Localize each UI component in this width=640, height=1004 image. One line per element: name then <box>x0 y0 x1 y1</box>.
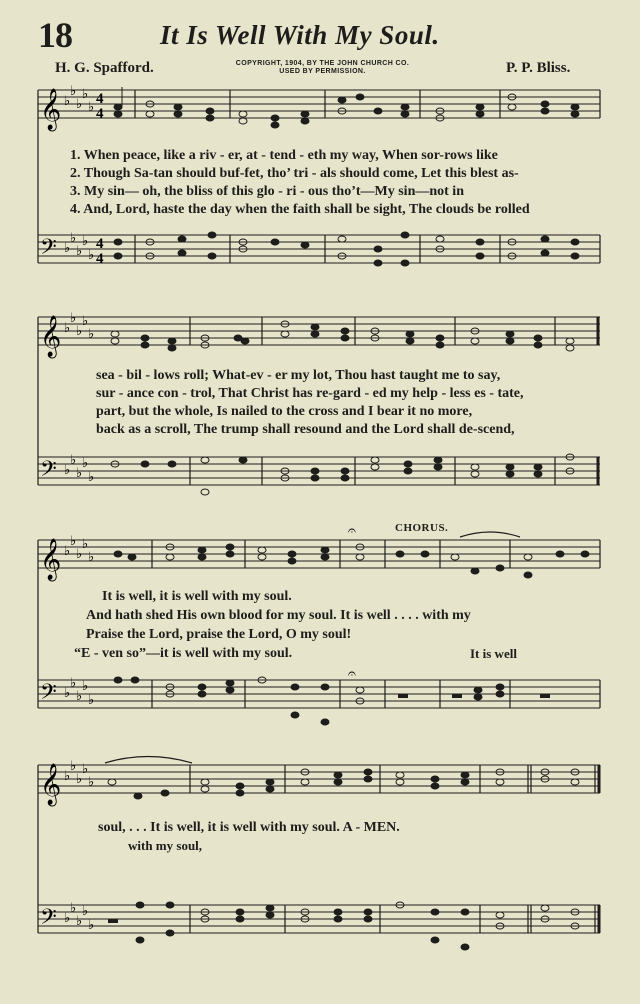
svg-text:♭: ♭ <box>82 456 89 471</box>
bass-staff <box>38 680 600 708</box>
svg-text:♭: ♭ <box>82 314 89 329</box>
verse-line-2: 2. Though Sa-tan should buf-fet, tho’ tri - als should come, Let this blest as- <box>70 166 519 181</box>
verse-line-1: sea - bil - lows roll; What-ev - er my lot, Thou hast taught me to say, <box>96 368 501 383</box>
treble-notes <box>114 87 579 128</box>
bass-clef-icon: 𝄢 <box>40 680 57 710</box>
svg-text:♭: ♭ <box>88 470 95 485</box>
copyright-line: COPYRIGHT, 1904, BY THE JOHN CHURCH CO. <box>235 60 410 67</box>
final-line-2: with my soul, <box>128 838 203 853</box>
svg-text:♭: ♭ <box>70 759 77 774</box>
bass-notes <box>111 454 574 495</box>
svg-text:4: 4 <box>96 106 104 122</box>
author-credit: H. G. Spafford. <box>55 60 154 76</box>
svg-text:4: 4 <box>96 251 104 267</box>
svg-text:♭: ♭ <box>64 544 71 559</box>
bass-clef-icon: 𝄢 <box>40 457 57 487</box>
svg-text:♭: ♭ <box>76 547 83 562</box>
bass-clef-icon: 𝄢 <box>40 235 57 265</box>
whole-rests <box>108 919 118 923</box>
verse-line-1: 1. When peace, like a riv - er, at - tend - eth my way, When sor-rows like <box>70 148 498 163</box>
svg-text:♭: ♭ <box>76 914 83 929</box>
svg-text:♭: ♭ <box>64 463 71 478</box>
key-signature-flats <box>64 759 94 933</box>
svg-text:♭: ♭ <box>82 904 89 919</box>
fermata-icon: 𝄐 <box>348 666 356 682</box>
svg-text:♭: ♭ <box>82 537 89 552</box>
treble-clef-icon: 𝄞 <box>40 89 62 130</box>
verse-line-4: 4. And, Lord, haste the day when the faith shall be sight, The clouds be rolled <box>70 202 530 217</box>
svg-text:♭: ♭ <box>76 324 83 339</box>
final-line-1: soul, . . . It is well, it is well with my soul. A - MEN. <box>98 820 400 835</box>
verse-line-2: sur - ance con - trol, That Christ has re-gard - ed my help - less es - tate, <box>96 386 524 401</box>
treble-clef-icon: 𝄞 <box>40 316 62 357</box>
svg-text:♭: ♭ <box>88 775 95 790</box>
svg-text:♭: ♭ <box>88 693 95 708</box>
svg-text:♭: ♭ <box>88 100 95 115</box>
hymn-number: 18 <box>38 15 72 55</box>
svg-text:♭: ♭ <box>70 676 77 691</box>
chorus-bass-lyric: It is well <box>470 646 517 661</box>
svg-text:♭: ♭ <box>70 901 77 916</box>
svg-text:♭: ♭ <box>88 327 95 342</box>
verse-line-3: 3. My sin— oh, the bliss of this glo - ri - ous tho’t—My sin—not in <box>70 184 464 199</box>
bass-clef-icon: 𝄢 <box>40 905 57 935</box>
svg-text:♭: ♭ <box>88 248 95 263</box>
music-system-4 <box>0 760 640 960</box>
svg-text:4: 4 <box>96 91 104 107</box>
svg-text:♭: ♭ <box>82 679 89 694</box>
verse-line-3: part, but the whole, Is nailed to the cross and I bear it no more, <box>96 404 473 419</box>
svg-text:♭: ♭ <box>76 466 83 481</box>
treble-notes <box>111 321 574 351</box>
chorus-line-4: “E - ven so”—it is well with my soul. <box>74 646 293 661</box>
fermata-icon: 𝄐 <box>348 523 356 539</box>
svg-text:♭: ♭ <box>70 453 77 468</box>
svg-text:4: 4 <box>96 236 104 252</box>
chorus-line-3: Praise the Lord, praise the Lord, O my soul! <box>86 627 352 642</box>
treble-staff <box>38 765 600 793</box>
tie-arc <box>105 757 192 764</box>
svg-text:♭: ♭ <box>64 686 71 701</box>
svg-text:♭: ♭ <box>82 762 89 777</box>
svg-text:♭: ♭ <box>82 87 89 102</box>
svg-text:♭: ♭ <box>76 772 83 787</box>
svg-text:♭: ♭ <box>64 769 71 784</box>
barlines <box>38 540 600 708</box>
svg-text:♭: ♭ <box>76 689 83 704</box>
svg-text:♭: ♭ <box>76 97 83 112</box>
key-signature-flats <box>64 311 94 485</box>
svg-text:♭: ♭ <box>70 231 77 246</box>
copyright-notice <box>205 60 440 76</box>
svg-text:♭: ♭ <box>70 311 77 326</box>
bass-staff <box>38 235 600 263</box>
chorus-line-1: It is well, it is well with my soul. <box>102 589 292 604</box>
barlines <box>38 765 599 933</box>
svg-text:♭: ♭ <box>76 244 83 259</box>
treble-notes <box>108 769 579 799</box>
svg-text:♭: ♭ <box>88 918 95 933</box>
svg-text:♭: ♭ <box>70 84 77 99</box>
svg-text:♭: ♭ <box>88 550 95 565</box>
composer-credit: P. P. Bliss. <box>506 60 571 76</box>
chorus-line-2: And hath shed His own blood for my soul. It is well . . . . with my <box>86 608 471 623</box>
chorus-label: CHORUS. <box>395 522 449 534</box>
svg-text:♭: ♭ <box>64 321 71 336</box>
svg-text:♭: ♭ <box>64 94 71 109</box>
treble-clef-icon: 𝄞 <box>40 539 62 580</box>
svg-text:♭: ♭ <box>70 534 77 549</box>
verse-line-4: back as a scroll, The trump shall resound and the Lord shall de-scend, <box>96 422 515 437</box>
svg-text:♭: ♭ <box>82 234 89 249</box>
svg-text:♭: ♭ <box>64 911 71 926</box>
treble-clef-icon: 𝄞 <box>40 764 62 805</box>
tie-arc <box>460 532 520 537</box>
treble-staff <box>38 317 600 345</box>
bass-staff <box>38 905 600 933</box>
svg-text:♭: ♭ <box>64 241 71 256</box>
permission-line: USED BY PERMISSION. <box>279 68 366 75</box>
hymn-title: It Is Well With My Soul. <box>160 20 440 50</box>
